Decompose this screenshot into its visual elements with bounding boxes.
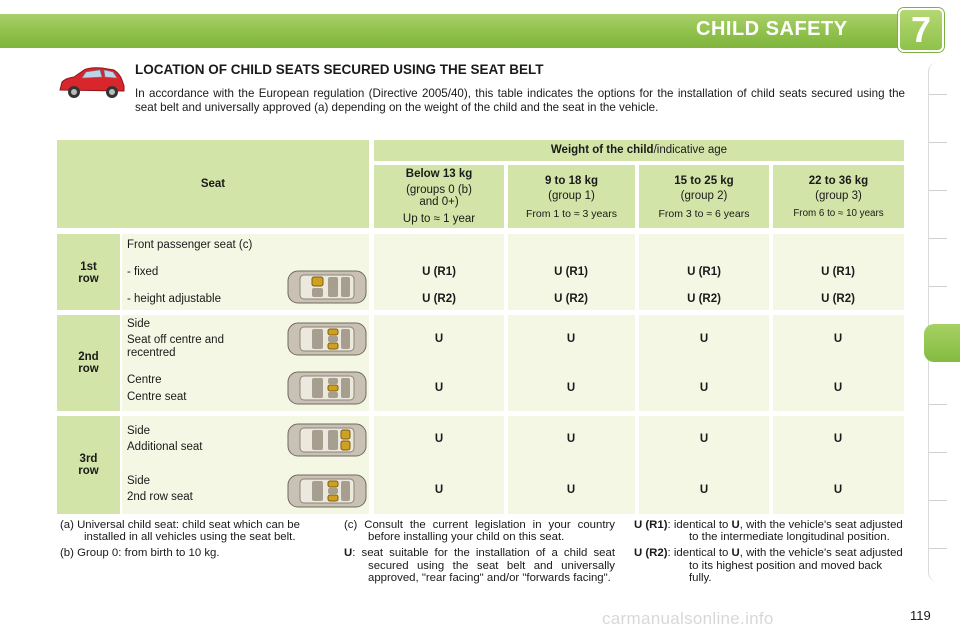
column-header-9-18kg	[508, 165, 635, 228]
seat-header-label: Seat	[200, 178, 226, 190]
value-cell: U	[566, 333, 576, 345]
side-tab-divider	[929, 404, 947, 405]
value-cell: U	[566, 433, 576, 445]
value-cell: U	[434, 382, 444, 394]
value-cell: U	[566, 484, 576, 496]
footnote-r1	[634, 519, 906, 543]
weight-header-bold: Weight of the child	[550, 144, 654, 156]
column-header-15-25kg	[639, 165, 769, 228]
value-cell: U (R1)	[687, 266, 721, 278]
footnote-r1-post: , with the vehicle's seat adjusted to the intermediate longitudinal position.	[689, 519, 903, 544]
page-number: 119	[910, 608, 931, 623]
seat-description: Side	[127, 318, 151, 330]
value-cell: U	[699, 433, 709, 445]
column-weight: Below 13 kg	[405, 168, 473, 180]
footnote-r2	[634, 547, 906, 584]
value-cell: U (R1)	[422, 266, 456, 278]
value-cell: U (R2)	[687, 293, 721, 305]
side-tab-divider	[929, 142, 947, 143]
row-1-values-cell	[374, 234, 904, 310]
side-tab-divider	[929, 452, 947, 453]
row-label-line: row	[78, 465, 99, 477]
row-label-3rd	[57, 416, 120, 514]
column-age: From 6 to ≈ 10 years	[793, 208, 884, 219]
column-header-22-36kg	[773, 165, 904, 228]
watermark: carmanualsonline.info	[602, 609, 774, 628]
weight-header-rest: /indicative age	[653, 144, 728, 156]
seat-description: Centre	[127, 374, 162, 386]
footnote-r2-u: U	[731, 547, 740, 560]
intro-paragraph: In accordance with the European regulation (Directive 2005/40), this table indicates the options for the installation of child seats secured using the seat belt and universally approved (a) depending on the weight of the child and the seat in the vehicle.	[135, 87, 905, 114]
column-weight: 22 to 36 kg	[808, 175, 869, 187]
value-cell: U	[699, 484, 709, 496]
value-cell: U (R2)	[422, 293, 456, 305]
column-group-cont: and 0+)	[419, 196, 459, 208]
footnote-a: (a) Universal child seat: child seat which can be installed in all vehicles using the seat belt.	[60, 519, 300, 544]
value-cell: U	[833, 484, 843, 496]
seat-description: Additional seat	[127, 441, 203, 453]
seat-diagram-second-row-side-icon	[286, 320, 368, 358]
column-gap	[769, 234, 773, 514]
value-cell: U	[699, 333, 709, 345]
column-header-below-13kg	[374, 165, 504, 228]
row-label-1st	[57, 234, 120, 310]
row-label-line: 3rd	[79, 453, 98, 465]
value-cell: U	[833, 433, 843, 445]
seat-diagram-front-passenger-icon	[286, 268, 368, 306]
row-label-line: row	[78, 273, 99, 285]
seat-description: Side	[127, 425, 151, 437]
footnote-column-2	[344, 519, 615, 584]
side-tab-divider	[929, 238, 947, 239]
row-2-values-cell	[374, 315, 904, 411]
seat-description: - fixed	[127, 266, 159, 278]
column-age: From 3 to ≈ 6 years	[658, 208, 750, 220]
footnote-u	[344, 547, 615, 584]
side-tab-divider	[929, 500, 947, 501]
weight-header-cell	[374, 140, 904, 161]
value-cell: U	[566, 382, 576, 394]
car-icon	[56, 64, 128, 100]
value-cell: U (R1)	[821, 266, 855, 278]
side-tab-divider	[929, 94, 947, 95]
header-top-white	[0, 0, 960, 14]
footnote-r1-key: U (R1)	[634, 519, 668, 531]
footnote-r1-u: U	[731, 519, 740, 531]
column-group: (groups 0 (b)	[406, 184, 472, 196]
footnote-r2-key: U (R2)	[634, 547, 668, 560]
weight-header-text	[374, 144, 904, 156]
value-cell: U	[833, 382, 843, 394]
seat-diagram-third-row-second-row-seat-icon	[286, 472, 368, 510]
footnote-c: (c) Consult the current legislation in your country before installing your child on this seat.	[344, 519, 615, 544]
value-cell: U	[699, 382, 709, 394]
footnote-r2-pre: : identical to	[667, 547, 732, 560]
column-weight: 9 to 18 kg	[544, 175, 599, 187]
column-group: (group 1)	[548, 190, 595, 202]
value-cell: U	[434, 333, 444, 345]
side-tab-active-chapter	[924, 324, 960, 362]
seat-description: Front passenger seat (c)	[127, 239, 253, 251]
footnote-u-key: U	[344, 547, 353, 560]
side-tab-divider	[929, 286, 947, 287]
column-gap	[504, 234, 508, 514]
row-3-values-cell	[374, 416, 904, 514]
footnote-column-1	[60, 519, 328, 560]
chapter-title: CHILD SAFETY	[696, 18, 848, 40]
row-label-2nd	[57, 315, 120, 411]
seat-description: Centre seat	[127, 391, 187, 403]
side-tab-divider	[929, 190, 947, 191]
seat-diagram-second-row-centre-icon	[286, 369, 368, 407]
chapter-number-badge: 7	[898, 8, 944, 52]
side-tab-divider	[929, 548, 947, 549]
column-group: (group 3)	[815, 190, 862, 202]
value-cell: U	[833, 333, 843, 345]
column-group: (group 2)	[680, 190, 728, 202]
value-cell: U	[434, 433, 444, 445]
row-label-line: 2nd	[78, 351, 99, 363]
section-title: LOCATION OF CHILD SEATS SECURED USING THE SEAT BELT	[135, 62, 544, 77]
row-label-line: 1st	[80, 261, 97, 273]
seat-description: - height adjustable	[127, 293, 221, 305]
seat-description: 2nd row seat	[127, 491, 193, 503]
row-label-line: row	[78, 363, 99, 375]
footnote-column-3	[634, 519, 906, 584]
column-age: Up to ≈ 1 year	[402, 213, 476, 225]
value-cell: U	[434, 484, 444, 496]
footnote-r1-pre: : identical to	[667, 519, 732, 531]
column-age: From 1 to ≈ 3 years	[526, 208, 617, 220]
column-gap	[635, 234, 639, 514]
column-weight: 15 to 25 kg	[674, 175, 734, 187]
value-cell: U (R1)	[554, 266, 588, 278]
seat-description: Seat off centre and	[127, 334, 224, 346]
seat-description: recentred	[127, 347, 176, 359]
chapter-side-tabs	[928, 62, 960, 582]
seat-diagram-third-row-additional-icon	[286, 421, 368, 459]
footnote-b: (b) Group 0: from birth to 10 kg.	[60, 547, 220, 560]
seat-description: Side	[127, 475, 151, 487]
value-cell: U (R2)	[821, 293, 855, 305]
value-cell: U (R2)	[554, 293, 588, 305]
seat-header-cell	[57, 140, 369, 228]
footnote-r2-post: , with the vehicle's seat adjusted to its highest position and moved back fully.	[689, 547, 903, 584]
footnote-u-text: : seat suitable for the installation of a child seat secured using the seat belt and universally approved, "rear facing" and/or "forwards facing".	[352, 547, 615, 584]
